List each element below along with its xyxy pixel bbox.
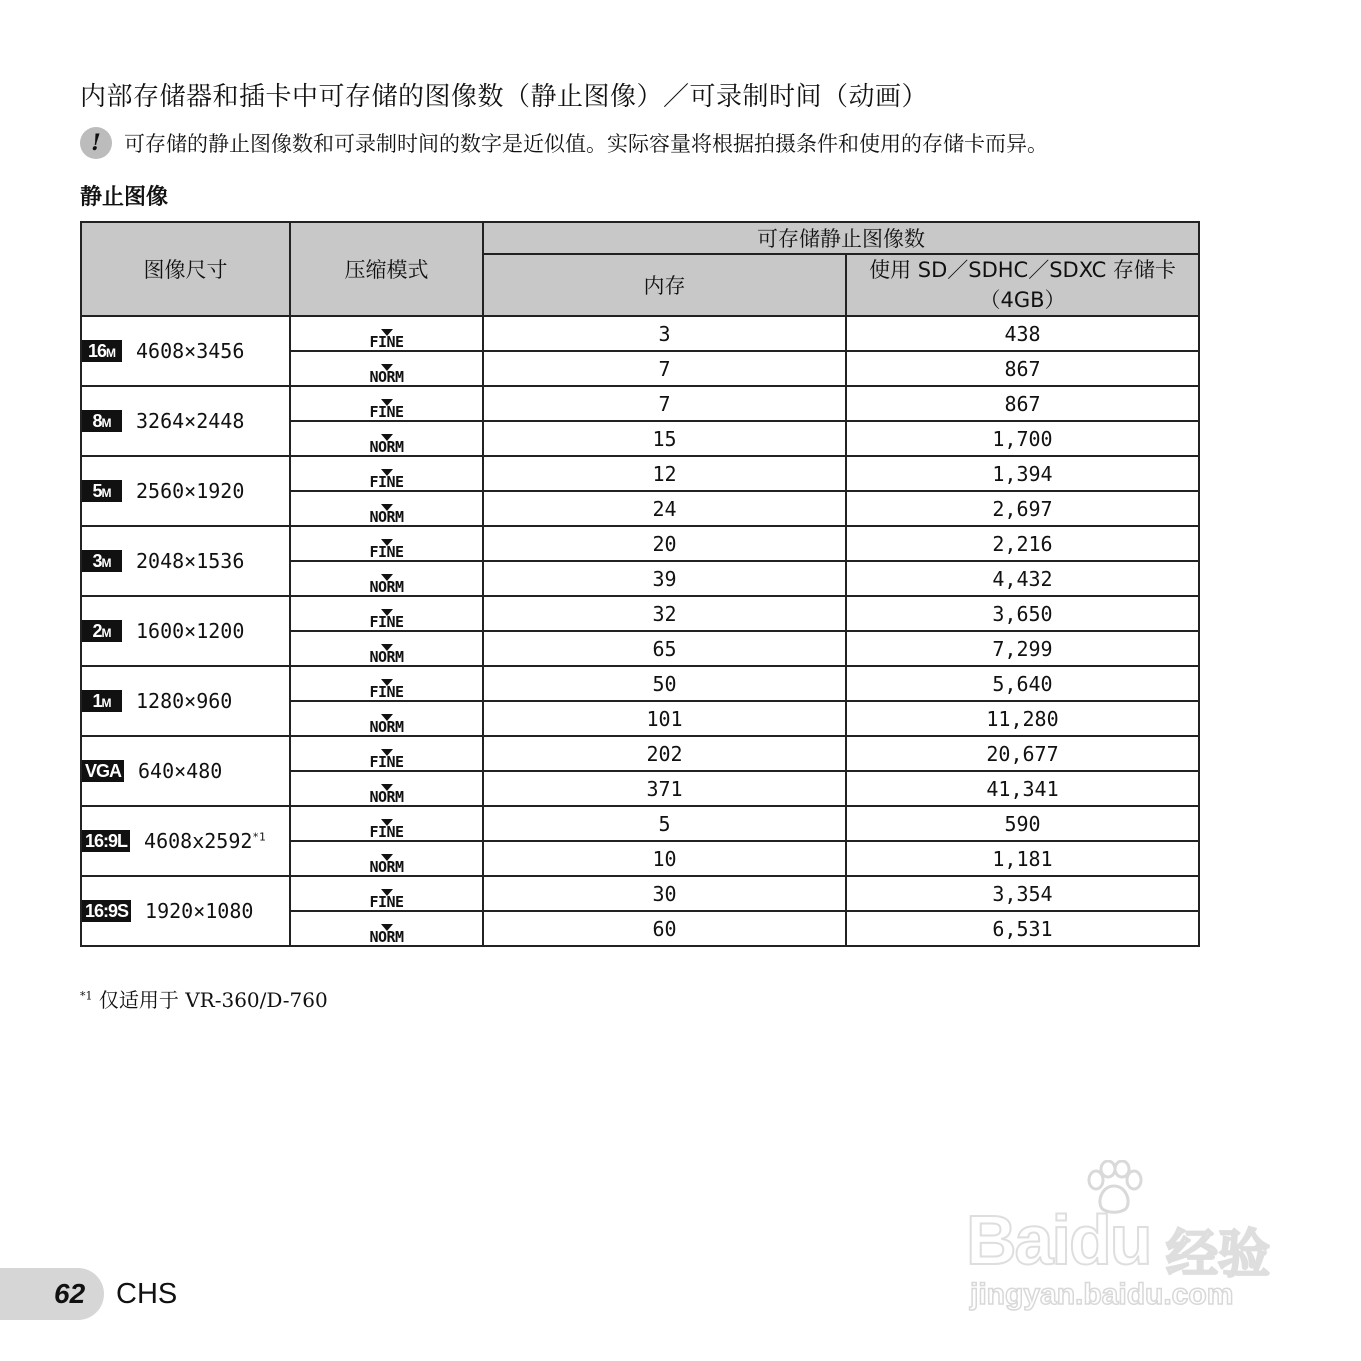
image-size-value: 1920×1080 (145, 899, 254, 923)
header-card (846, 254, 1199, 316)
compression-fine: FINE (290, 806, 483, 841)
watermark (966, 1160, 1286, 1310)
note (80, 126, 1048, 160)
size-badge-icon: 16:9S (82, 900, 131, 922)
image-size-value: 2560×1920 (136, 479, 245, 503)
header-card-line2: （4GB） (979, 288, 1066, 312)
exclamation-note-icon: ! (80, 127, 112, 159)
internal-count: 101 (483, 701, 846, 736)
compression-norm: NORM (290, 561, 483, 596)
card-count: 590 (846, 806, 1199, 841)
card-count: 867 (846, 351, 1199, 386)
watermark-logo-cn: 经验 (1166, 1225, 1271, 1285)
table-row (81, 876, 1199, 911)
watermark-logo: Baidu (966, 1201, 1151, 1279)
internal-count: 20 (483, 526, 846, 561)
size-badge-icon: 3M (82, 550, 122, 572)
card-count: 11,280 (846, 701, 1199, 736)
internal-count: 32 (483, 596, 846, 631)
image-size-cell (81, 806, 290, 876)
card-count: 867 (846, 386, 1199, 421)
internal-count: 7 (483, 351, 846, 386)
compression-fine: FINE (290, 456, 483, 491)
compression-fine: FINE (290, 386, 483, 421)
internal-count: 39 (483, 561, 846, 596)
compression-fine: FINE (290, 876, 483, 911)
image-size-cell (81, 596, 290, 666)
footnote (80, 984, 328, 1013)
card-count: 6,531 (846, 911, 1199, 946)
header-card-line1: 使用 SD／SDHC／SDXC 存储卡 (869, 258, 1176, 282)
page-number-tab (0, 1268, 104, 1320)
table-row (81, 386, 1199, 421)
compression-fine: FINE (290, 736, 483, 771)
compression-norm: NORM (290, 631, 483, 666)
image-size-cell (81, 876, 290, 946)
card-count: 3,650 (846, 596, 1199, 631)
compression-fine: FINE (290, 666, 483, 701)
page-number: 62 (54, 1278, 86, 1309)
image-size-cell (81, 316, 290, 386)
compression-norm: NORM (290, 421, 483, 456)
internal-count: 202 (483, 736, 846, 771)
card-count: 7,299 (846, 631, 1199, 666)
header-compression: 压缩模式 (290, 222, 483, 316)
internal-count: 7 (483, 386, 846, 421)
internal-count: 15 (483, 421, 846, 456)
internal-count: 371 (483, 771, 846, 806)
compression-norm: NORM (290, 911, 483, 946)
image-size-value: 1280×960 (136, 689, 233, 713)
size-badge-icon: 1M (82, 690, 122, 712)
footnote-text: 仅适用于 VR-360/D-760 (98, 988, 328, 1012)
image-size-value: 4608×3456 (136, 339, 245, 363)
size-badge-icon: 8M (82, 410, 122, 432)
header-group: 可存储静止图像数 (483, 222, 1199, 254)
table-row (81, 806, 1199, 841)
table-row (81, 526, 1199, 561)
compression-norm: NORM (290, 491, 483, 526)
compression-fine: FINE (290, 526, 483, 561)
size-badge-icon: 5M (82, 480, 122, 502)
card-count: 20,677 (846, 736, 1199, 771)
compression-norm: NORM (290, 701, 483, 736)
page-language: CHS (116, 1278, 178, 1310)
compression-norm: NORM (290, 351, 483, 386)
internal-count: 10 (483, 841, 846, 876)
compression-fine: FINE (290, 596, 483, 631)
note-text: 可存储的静止图像数和可录制时间的数字是近似值。实际容量将根据拍摄条件和使用的存储卡而异。 (124, 132, 1048, 156)
card-count: 41,341 (846, 771, 1199, 806)
image-size-value: 2048×1536 (136, 549, 245, 573)
card-count: 1,181 (846, 841, 1199, 876)
card-count: 2,697 (846, 491, 1199, 526)
card-count: 438 (846, 316, 1199, 351)
card-count: 4,432 (846, 561, 1199, 596)
card-count: 1,394 (846, 456, 1199, 491)
image-size-value: 3264×2448 (136, 409, 245, 433)
card-count: 3,354 (846, 876, 1199, 911)
internal-count: 50 (483, 666, 846, 701)
page-title: 内部存储器和插卡中可存储的图像数（静止图像）／可录制时间（动画） (80, 82, 929, 112)
table-row (81, 456, 1199, 491)
image-size-cell (81, 666, 290, 736)
internal-count: 30 (483, 876, 846, 911)
compression-fine: FINE (290, 316, 483, 351)
header-image-size: 图像尺寸 (81, 222, 290, 316)
image-size-value: 640×480 (138, 759, 223, 783)
section-title: 静止图像 (80, 185, 169, 210)
table-row (81, 596, 1199, 631)
capacity-table (80, 221, 1200, 947)
table-row (81, 666, 1199, 701)
size-footnote-mark: *1 (252, 830, 266, 844)
image-size-cell (81, 386, 290, 456)
internal-count: 60 (483, 911, 846, 946)
card-count: 1,700 (846, 421, 1199, 456)
internal-count: 3 (483, 316, 846, 351)
watermark-url: jingyan.baidu.com (970, 1278, 1234, 1311)
compression-norm: NORM (290, 771, 483, 806)
image-size-value: 4608x2592$^{*1}$ (144, 829, 266, 853)
table-row (81, 736, 1199, 771)
internal-count: 65 (483, 631, 846, 666)
card-count: 2,216 (846, 526, 1199, 561)
image-size-cell (81, 526, 290, 596)
size-badge-icon: 16M (82, 340, 122, 362)
internal-count: 24 (483, 491, 846, 526)
internal-count: 5 (483, 806, 846, 841)
compression-norm: NORM (290, 841, 483, 876)
header-internal: 内存 (483, 254, 846, 316)
footnote-mark: *1 (80, 989, 93, 1003)
size-badge-icon: VGA (82, 760, 124, 782)
card-count: 5,640 (846, 666, 1199, 701)
image-size-cell (81, 736, 290, 806)
internal-count: 12 (483, 456, 846, 491)
table-row (81, 316, 1199, 351)
size-badge-icon: 2M (82, 620, 122, 642)
size-badge-icon: 16:9L (82, 830, 130, 852)
image-size-value: 1600×1200 (136, 619, 245, 643)
image-size-cell (81, 456, 290, 526)
